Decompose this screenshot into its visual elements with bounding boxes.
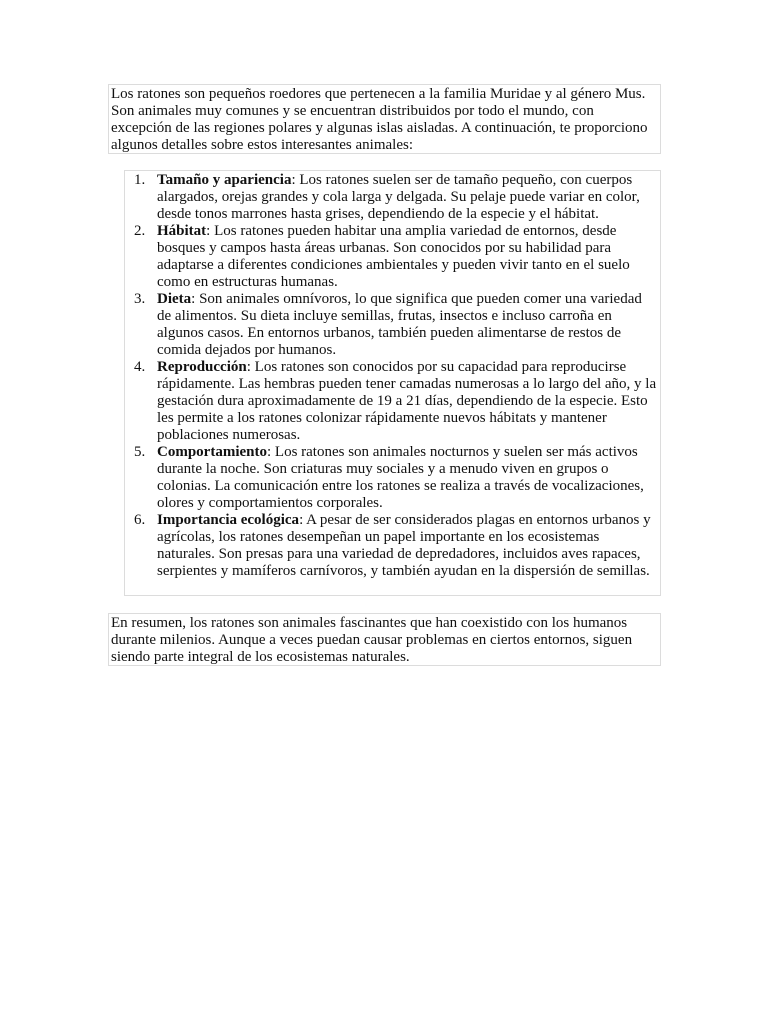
intro-paragraph: Los ratones son pequeños roedores que pertenecen a la familia Muridae y al género Mus. Son animales muy comunes y se encuentran distribuidos por todo el mundo, con excepción de las regiones polares y algunas islas aisladas. A continuación, te proporciono algunos detalles sobre estos interesantes animales:: [111, 86, 648, 153]
list-item-text: : Los ratones son animales nocturnos y suelen ser más activos durante la noche. Son criaturas muy sociales y a menudo viven en grupos o colonias. La comunicación entre los ratones se realiza a través de vocalizaciones, olores y comportamientos corporales.: [157, 444, 644, 511]
details-list-block: [124, 170, 661, 596]
list-item-text: : Los ratones son conocidos por su capacidad para reproducirse rápidamente. Las hembras pueden tener camadas numerosas a lo largo del año, y la gestación dura aproximadamente de 19 a 21 días, dependiendo de la especie. Esto les permite a los ratones colonizar rápidamente nuevos hábitats y mantener poblaciones numerosas.: [157, 359, 657, 443]
list-item-term: Importancia ecológica: [157, 512, 300, 528]
list-item-number: 1.: [134, 172, 146, 188]
summary-paragraph: En resumen, los ratones son animales fascinantes que han coexistido con los humanos durante milenios. Aunque a veces puedan causar problemas en ciertos entornos, siguen siendo parte integral de los ecosistemas naturales.: [111, 615, 633, 665]
list-item-term: Dieta: [157, 291, 192, 307]
list-item-number: 5.: [134, 444, 146, 460]
list-item: [125, 291, 657, 359]
list-item-term: Comportamiento: [157, 444, 267, 460]
list-item: [125, 172, 657, 223]
list-item-number: 4.: [134, 359, 146, 375]
list-item-term: Hábitat: [157, 223, 207, 239]
list-item-number: 3.: [134, 291, 146, 307]
summary-paragraph-block: [108, 613, 661, 666]
list-item-text: : A pesar de ser considerados plagas en entornos urbanos y agrícolas, los ratones desempeñan un papel importante en los ecosistemas naturales. Son presas para una variedad de depredadores, incluidos aves rapaces, serpientes y mamíferos carnívoros, y también ayudan en la dispersión de semillas.: [157, 512, 651, 579]
list-item-number: 6.: [134, 512, 146, 528]
list-item-term: Tamaño y apariencia: [157, 172, 292, 188]
list-item: [125, 359, 657, 444]
list-item-number: 2.: [134, 223, 146, 239]
intro-paragraph-block: [108, 84, 661, 154]
list-item: [125, 512, 657, 580]
list-item: [125, 223, 657, 291]
list-item: [125, 444, 657, 512]
list-item-text: : Los ratones pueden habitar una amplia variedad de entornos, desde bosques y campos hasta áreas urbanas. Son conocidos por su habilidad para adaptarse a diferentes condiciones ambientales y pueden vivir tanto en el suelo como en estructuras humanas.: [157, 223, 630, 290]
list-item-text: : Los ratones suelen ser de tamaño pequeño, con cuerpos alargados, orejas grandes y cola larga y delgada. Su pelaje puede variar en color, desde tonos marrones hasta grises, dependiendo de la especie y el hábitat.: [157, 172, 640, 222]
list-item-term: Reproducción: [157, 359, 247, 375]
list-item-text: : Son animales omnívoros, lo que significa que pueden comer una variedad de alimentos. Su dieta incluye semillas, frutas, insectos e incluso carroña en algunos casos. En entornos urbanos, también pueden alimentarse de restos de comida dejados por humanos.: [157, 291, 642, 358]
details-list: [125, 172, 657, 580]
